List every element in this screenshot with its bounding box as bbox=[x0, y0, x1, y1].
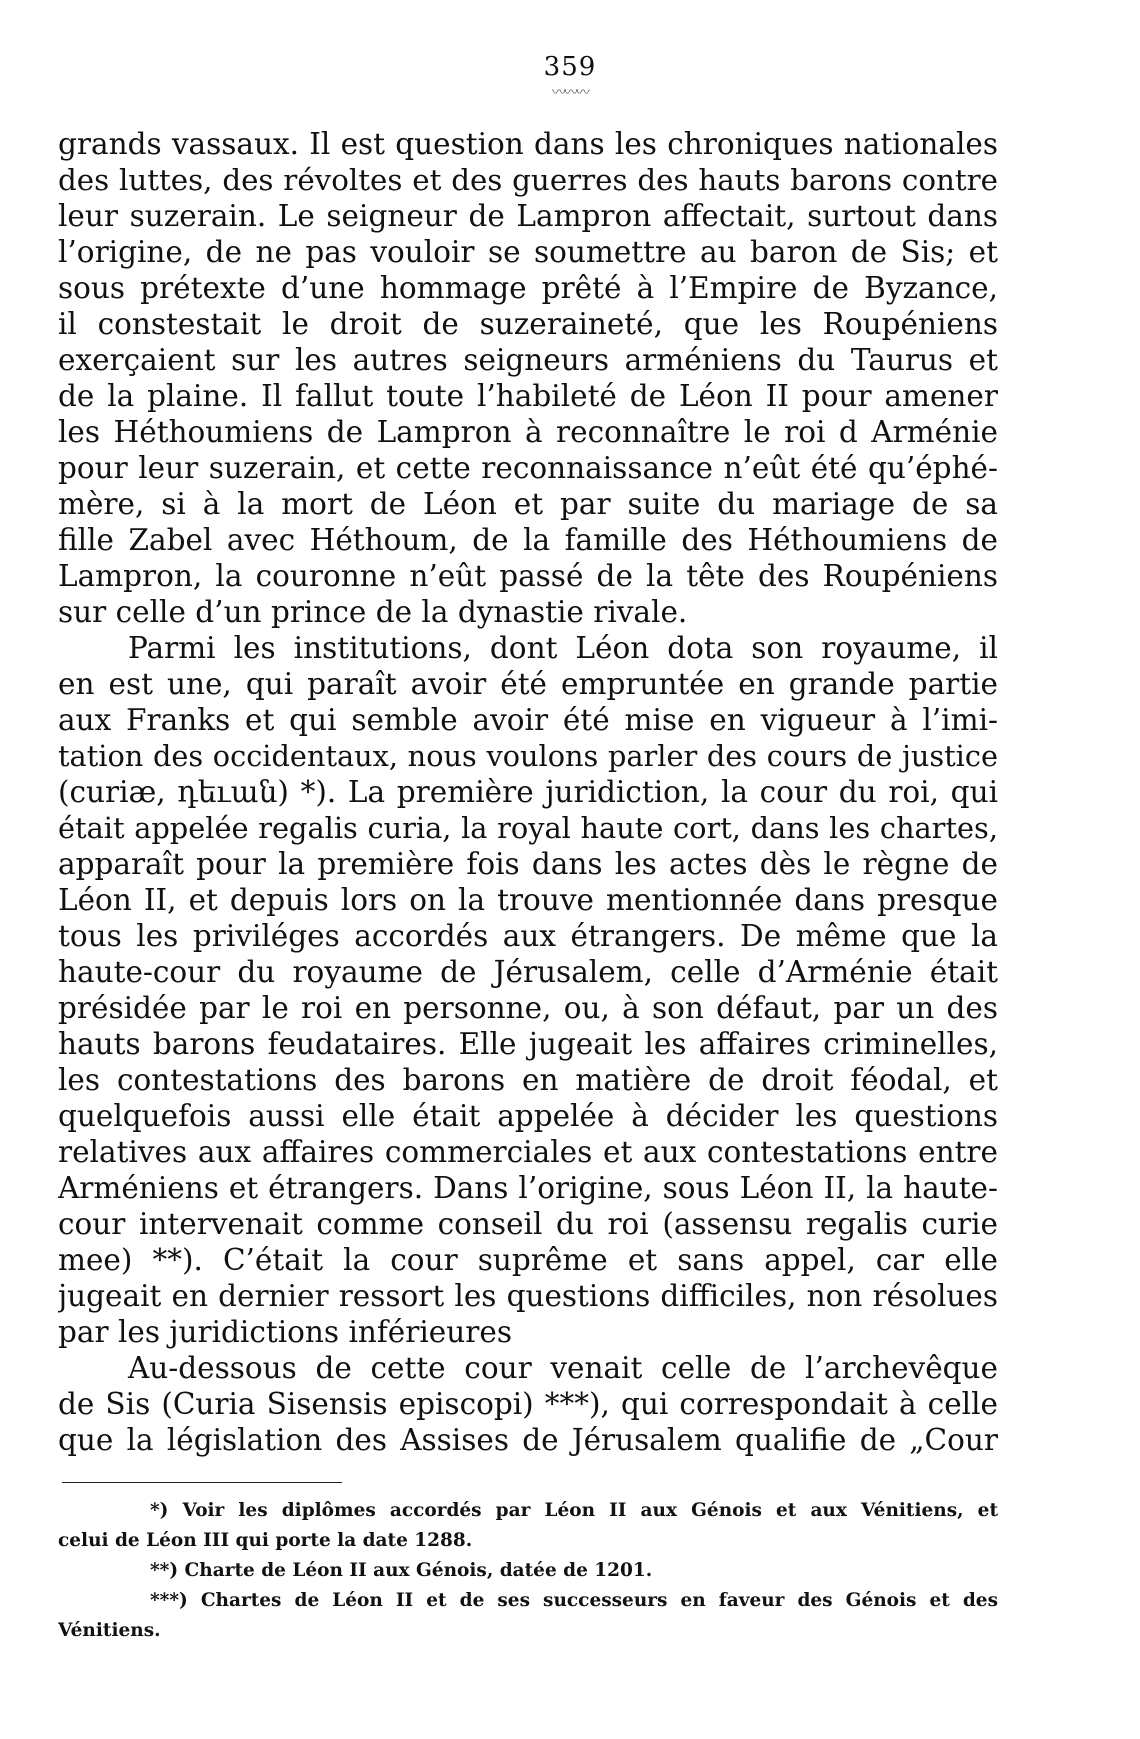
footnote-line: ***) Chartes de Léon II et de ses successeurs en faveur des Génois et des bbox=[150, 1590, 998, 1611]
body-line: quelquefois aussi elle était appelée à décider les questions bbox=[58, 1099, 998, 1133]
body-line: cour intervenait comme conseil du roi (assensu regalis curie bbox=[58, 1207, 998, 1241]
body-line: Lampron, la couronne n’eût passé de la tête des Roupéniens bbox=[58, 559, 998, 593]
body-line: haute-cour du royaume de Jérusalem, celle d’Arménie était bbox=[58, 955, 998, 989]
footnote-line: celui de Léon III qui porte la date 1288. bbox=[58, 1530, 473, 1551]
body-line: était appelée regalis curia, la royal haute cort, dans les chartes, bbox=[58, 811, 998, 845]
body-line: relatives aux affaires commerciales et aux contestations entre bbox=[58, 1135, 998, 1169]
footnote-rule bbox=[62, 1482, 342, 1483]
page-number: 359 bbox=[543, 52, 597, 82]
footnotes bbox=[58, 1496, 998, 1646]
body-line: de la plaine. Il fallut toute l’habileté de Léon II pour amener bbox=[58, 379, 998, 413]
body-line: leur suzerain. Le seigneur de Lampron affectait, surtout dans bbox=[58, 199, 998, 233]
body-line: jugeait en dernier ressort les questions difficiles, non résolues bbox=[58, 1279, 998, 1313]
body-line: les contestations des barons en matière de droit féodal, et bbox=[58, 1063, 998, 1097]
body-line: par les juridictions inférieures bbox=[58, 1315, 512, 1349]
body-line: l’origine, de ne pas vouloir se soumettre au baron de Sis; et bbox=[58, 235, 998, 269]
body-line: en est une, qui paraît avoir été empruntée en grande partie bbox=[58, 667, 998, 701]
body-line: Léon II, et depuis lors on la trouve mentionnée dans presque bbox=[58, 883, 998, 917]
footnote-line: Vénitiens. bbox=[58, 1620, 161, 1641]
body-line: Arméniens et étrangers. Dans l’origine, sous Léon II, la haute- bbox=[58, 1171, 998, 1205]
body-line: des luttes, des révoltes et des guerres des hauts barons contre bbox=[58, 163, 998, 197]
body-line: mee) **). C’était la cour suprême et sans appel, car elle bbox=[58, 1243, 998, 1277]
body-line: mère, si à la mort de Léon et par suite du mariage de sa bbox=[58, 487, 998, 521]
body-line: hauts barons feudataires. Elle jugeait les affaires criminelles, bbox=[58, 1027, 998, 1061]
body-text bbox=[58, 126, 998, 1458]
body-line: sous prétexte d’une hommage prêté à l’Empire de Byzance, bbox=[58, 271, 998, 305]
body-line: que la législation des Assises de Jérusalem qualifie de „Cour bbox=[58, 1423, 998, 1457]
footnote-line: **) Charte de Léon II aux Génois, datée de 1201. bbox=[150, 1560, 653, 1581]
body-line: grands vassaux. Il est question dans les chroniques nationales bbox=[58, 127, 998, 161]
body-line: pour leur suzerain, et cette reconnaissance n’eût été qu’éphé- bbox=[58, 451, 998, 485]
body-line: fille Zabel avec Héthoum, de la famille des Héthoumiens de bbox=[58, 523, 998, 557]
body-line: Au-dessous de cette cour venait celle de l’archevêque bbox=[128, 1351, 998, 1385]
body-line: Parmi les institutions, dont Léon dota son royaume, il bbox=[128, 631, 998, 665]
body-line: tous les priviléges accordés aux étrangers. De même que la bbox=[58, 919, 998, 953]
body-line: sur celle d’un prince de la dynastie rivale. bbox=[58, 595, 688, 629]
body-line: aux Franks et qui semble avoir été mise en vigueur à l’imi- bbox=[58, 703, 998, 737]
body-line: exerçaient sur les autres seigneurs arméniens du Taurus et bbox=[58, 343, 998, 377]
body-line: présidée par le roi en personne, ou, à son défaut, par un des bbox=[58, 991, 998, 1025]
body-line: les Héthoumiens de Lampron à reconnaître le roi d Arménie bbox=[58, 415, 998, 449]
page-number-ornament: 〰〰〰 bbox=[552, 85, 588, 101]
footnote-line: *) Voir les diplômes accordés par Léon II aux Génois et aux Vénitiens, et bbox=[150, 1500, 998, 1521]
body-line: de Sis (Curia Sisensis episcopi) ***), qui correspondait à celle bbox=[58, 1387, 998, 1421]
body-line: (curiæ, դեւան) *). La première juridiction, la cour du roi, qui bbox=[58, 775, 998, 809]
body-line: il constestait le droit de suzeraineté, que les Roupéniens bbox=[58, 307, 998, 341]
body-line: tation des occidentaux, nous voulons parler des cours de justice bbox=[58, 739, 998, 773]
body-line: apparaît pour la première fois dans les actes dès le règne de bbox=[58, 847, 998, 881]
